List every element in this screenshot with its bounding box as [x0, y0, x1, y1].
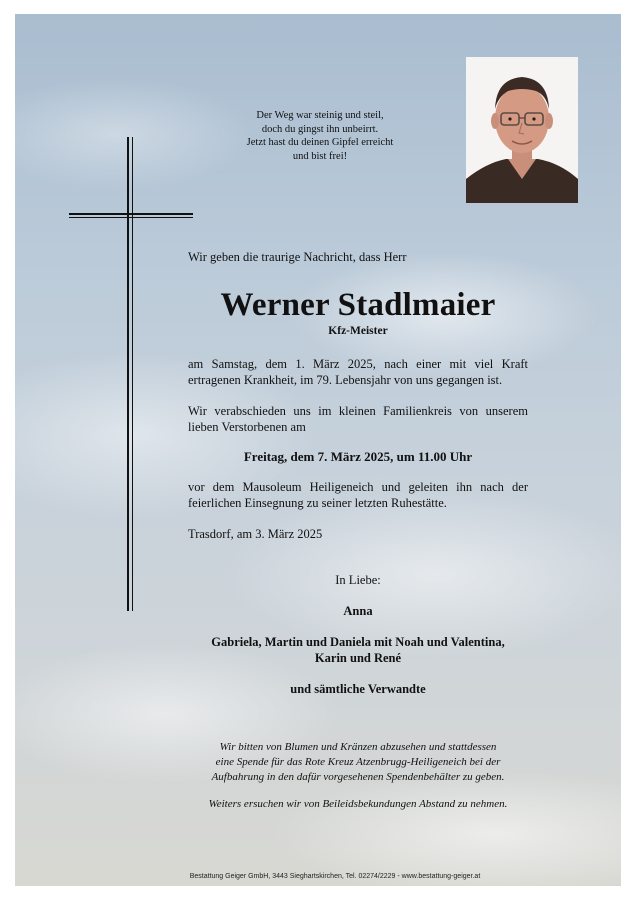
intro-line: Wir geben die traurige Nachricht, dass Herr: [188, 250, 407, 264]
place-date-text: Trasdorf, am 3. März 2025: [188, 527, 323, 541]
request-line: eine Spende für das Rote Kreuz Atzenbrugg-Heiligeneich bei der: [215, 756, 501, 768]
requests-block: [175, 740, 541, 812]
spouse-name: Anna: [343, 604, 373, 618]
deceased-name: Werner Stadlmaier: [220, 287, 496, 323]
farewell-text: Wir verabschieden uns im kleinen Familienkreis von unserem lieben Verstorbenen am: [188, 404, 528, 434]
ceremony-date: [188, 449, 528, 465]
profession: Kfz-Meister: [328, 325, 388, 337]
cross-icon: [127, 137, 133, 611]
relatives-text: und sämtliche Verwandte: [290, 682, 426, 696]
mourner-relatives: [188, 681, 528, 697]
death-notice-text: am Samstag, dem 1. März 2025, nach einer mit viel Kraft ertragenen Krankheit, im 79. Lebensjahr von uns gegangen ist.: [188, 357, 528, 387]
place-date: [188, 526, 528, 542]
cross-bar-icon: [69, 213, 193, 218]
funeral-home-footer: Bestattung Geiger GmbH, 3443 Sieghartskirchen, Tel. 02274/2229 - www.bestattung-geiger.at: [189, 873, 481, 880]
mourner-children: [175, 634, 541, 666]
ceremony-location-text: vor dem Mausoleum Heiligeneich und geleiten ihn nach der feierlichen Einsegnung zu seiner letzten Ruhestätte.: [188, 480, 528, 510]
ceremony-date-text: Freitag, dem 7. März 2025, um 11.00 Uhr: [243, 449, 473, 464]
condolence-request: Weiters ersuchen wir von Beileidsbekundungen Abstand zu nehmen.: [208, 798, 508, 810]
intro-text: [188, 249, 528, 265]
poem-line: doch du gingst ihn unbeirrt.: [261, 123, 379, 135]
poem: [235, 109, 405, 163]
obituary-page: [15, 14, 621, 886]
mourners-heading: [188, 572, 528, 588]
mourner-spouse: [188, 603, 528, 619]
poem-line: Der Weg war steinig und steil,: [256, 110, 384, 121]
children-line: Gabriela, Martin und Daniela mit Noah und Valentina,: [211, 635, 505, 649]
request-line: Aufbahrung in den dafür vorgesehenen Spendenbehälter zu geben.: [211, 771, 505, 783]
poem-line: und bist frei!: [292, 150, 348, 162]
in-love-text: In Liebe:: [335, 573, 381, 587]
portrait-photo: [466, 57, 578, 203]
death-notice: [188, 356, 528, 388]
poem-line: Jetzt hast du deinen Gipfel erreicht: [246, 137, 394, 148]
farewell: [188, 403, 528, 435]
children-line: Karin und René: [314, 651, 402, 665]
request-line: Wir bitten von Blumen und Kränzen abzusehen und stattdessen: [219, 741, 497, 753]
ceremony-location: [188, 479, 528, 511]
